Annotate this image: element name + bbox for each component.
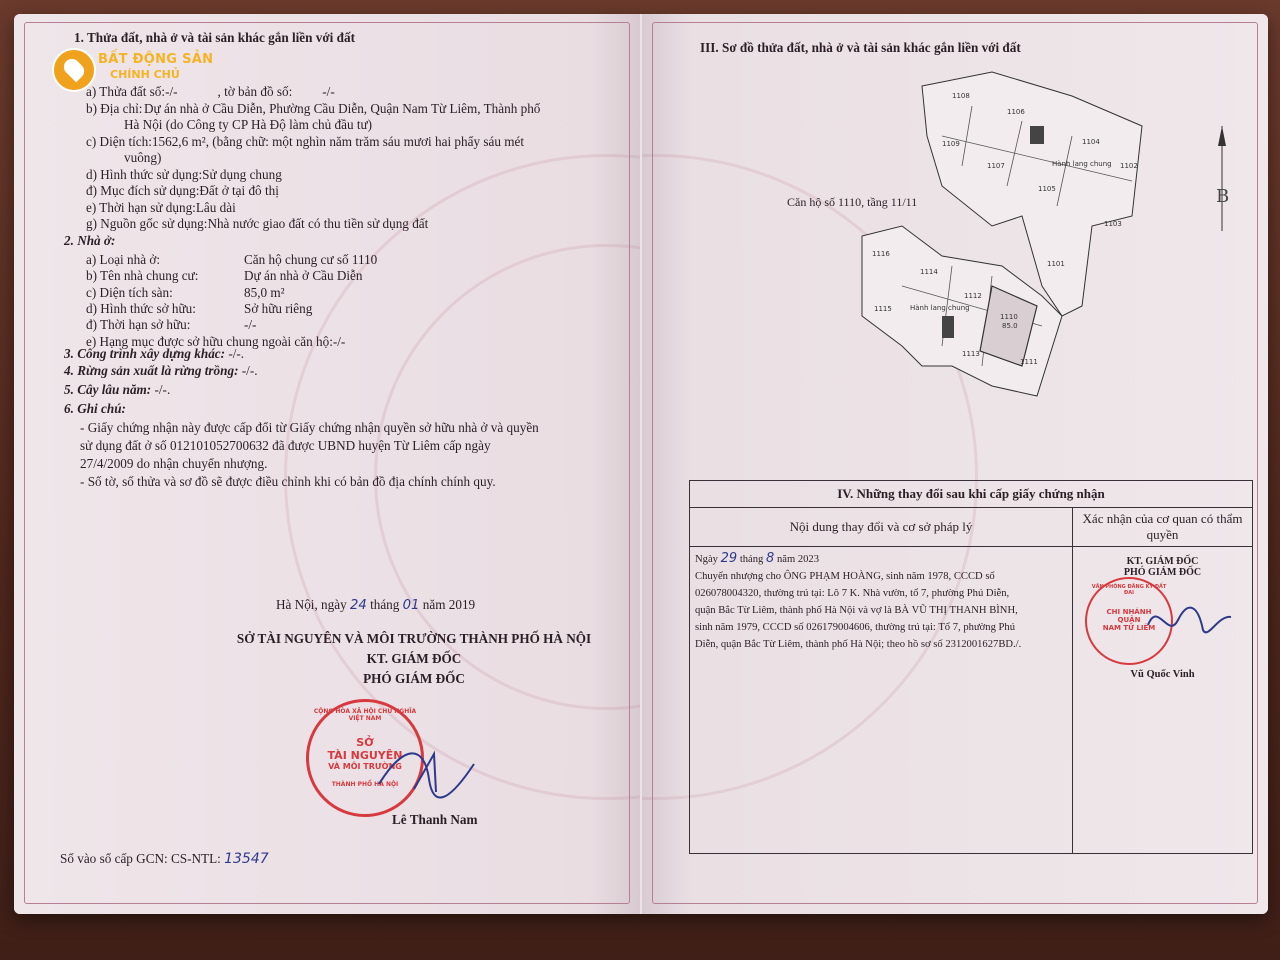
info-extra-value: -/-: [322, 84, 335, 99]
item-6: 6. Ghi chú:: [64, 401, 126, 416]
house-heading: 2. Nhà ở:: [64, 233, 116, 248]
brand-logo: BẤT ĐỘNG SẢN CHÍNH CHỦ: [50, 36, 220, 96]
change-line: sinh năm 1979, CCCD số 026179004606, thường trú tại: Tổ 7, phường Phú: [695, 622, 1016, 633]
info-value: -/-: [332, 333, 346, 349]
plan-heading: III. Sơ đồ thửa đất, nhà ở và tài sản khác gắn liền với đất: [700, 40, 1021, 55]
signer-role-1: KT. GIÁM ĐỐC: [366, 651, 462, 666]
info-value: Sử dụng chung: [202, 166, 282, 182]
info-value: Đất ở tại đô thị: [199, 183, 279, 198]
change-content-cell: [690, 547, 1073, 854]
unit-label: 1107: [987, 162, 1005, 170]
item-5: 5. Cây lâu năm: -/-.: [64, 382, 171, 397]
logo-pin-icon: [52, 48, 96, 92]
info-value: Căn hộ chung cư số 1110: [244, 252, 378, 267]
unit-label: 1111: [1020, 358, 1038, 366]
unit-label: 1114: [920, 268, 938, 276]
column-content-header: Nội dung thay đổi và cơ sở pháp lý: [690, 508, 1073, 547]
info-row: [86, 301, 312, 317]
info-label: a) Loại nhà ở:: [86, 252, 160, 267]
right-page: [642, 14, 1268, 914]
unit-label: 1103: [1104, 220, 1122, 228]
certificate-document: [14, 14, 1268, 914]
info-row: [86, 117, 372, 133]
signer-role-2: PHÓ GIÁM ĐỐC: [363, 671, 465, 686]
info-value: Hà Nội (do Công ty CP Hà Độ làm chủ đầu tư): [124, 117, 373, 132]
unit-label: 1106: [1007, 108, 1025, 116]
unit-label: 1104: [1082, 138, 1100, 146]
change-line: Diễn, quận Bắc Từ Liêm, thành phố Hà Nội; theo hồ sơ số 2312001627BD./.: [695, 639, 1022, 650]
info-label: c) Diện tích sàn:: [86, 284, 173, 300]
info-value: -/-: [165, 84, 178, 99]
confirm-signer: Vũ Quốc Vinh: [1130, 669, 1195, 680]
signature-left: [374, 734, 484, 804]
issue-date: Hà Nội, ngày 24 tháng 01 năm 2019: [276, 597, 476, 613]
info-row: [86, 150, 161, 166]
info-label: e) Hạng mục được sở hữu chung ngoài căn hộ:: [86, 333, 333, 349]
note-line: 27/4/2009 do nhận chuyển nhượng.: [80, 456, 268, 471]
info-value: Lâu dài: [195, 199, 236, 215]
change-date: Ngày 29 tháng 8 năm 2023: [695, 551, 820, 566]
info-value: Nhà nước giao đất có thu tiền sử dụng đất: [207, 216, 429, 231]
info-label: d) Hình thức sở hữu:: [86, 300, 196, 316]
info-row: [86, 252, 377, 268]
changes-table: [689, 480, 1253, 854]
info-value: -/-: [244, 317, 257, 333]
corridor-label: Hành lang chung: [910, 304, 970, 312]
unit-label: 1102: [1120, 162, 1138, 170]
info-label: đ) Thời hạn sở hữu:: [86, 317, 191, 333]
info-extra-label: , tờ bản đồ số:: [217, 84, 293, 99]
section-heading: 1. Thửa đất, nhà ở và tài sản khác gắn liền với đất: [74, 30, 355, 45]
info-label: d) Hình thức sử dụng:: [86, 166, 203, 182]
signer-name: Lê Thanh Nam: [392, 812, 478, 827]
info-value: Dự án nhà ở Cầu Diễn: [244, 268, 363, 284]
info-value: Sở hữu riêng: [244, 300, 313, 316]
info-label: c) Diện tích:: [86, 133, 152, 149]
office-stamp: VĂN PHÒNG ĐĂNG KÝ ĐẤT ĐAI CHI NHÁNH QUẬN NAM TỪ LIÊM: [1085, 577, 1173, 665]
note-line: - Số tờ, số thửa và sơ đồ sẽ được điều chỉnh khi có bản đồ địa chính chính quy.: [80, 474, 496, 489]
info-value: Dự án nhà ở Cầu Diễn, Phường Cầu Diễn, Quận Nam Từ Liêm, Thành phố: [144, 100, 541, 116]
plan-caption: Căn hộ số 1110, tầng 11/11: [787, 195, 918, 209]
info-label: e) Thời hạn sử dụng:: [86, 199, 196, 215]
info-row: [86, 317, 256, 333]
official-stamp: CỘNG HÒA XÃ HỘI CHỦ NGHĨA VIỆT NAM SỞ TÀI NGUYÊN VÀ MÔI TRƯỜNG THÀNH PHỐ HÀ NỘI: [306, 699, 424, 817]
note-line: - Giấy chứng nhận này được cấp đổi từ Giấy chứng nhận quyền sở hữu nhà ở và quyền: [80, 420, 539, 435]
unit-label: 1113: [962, 350, 980, 358]
unit-label: 1101: [1047, 260, 1065, 268]
info-row: [86, 167, 282, 183]
info-row: [86, 134, 524, 150]
info-row: [86, 285, 285, 301]
unit-label: 1116: [872, 250, 890, 258]
unit-label: 1109: [942, 140, 960, 148]
corridor-label: Hành lang chung: [1052, 160, 1112, 168]
info-value: vuông): [124, 150, 162, 165]
column-confirm-header: Xác nhận của cơ quan có thẩm quyền: [1073, 508, 1253, 547]
info-row: [86, 268, 363, 284]
info-row: [86, 101, 540, 117]
unit-area-label: 85.0: [1002, 322, 1018, 330]
confirm-role-1: KT. GIÁM ĐỐC: [1126, 556, 1199, 567]
info-label: a) Thửa đất số:: [86, 84, 166, 99]
unit-label: 1105: [1038, 185, 1056, 193]
info-label: g) Nguồn gốc sử dụng:: [86, 216, 208, 231]
unit-label: 1112: [964, 292, 982, 300]
info-label: b) Tên nhà chung cư:: [86, 268, 199, 284]
changes-title: IV. Những thay đổi sau khi cấp giấy chứng nhận: [690, 481, 1253, 508]
unit-label: 1115: [874, 305, 892, 313]
registration-number: Số vào sổ cấp GCN: CS-NTL: 13547: [60, 851, 269, 867]
north-arrow-label: B: [1216, 186, 1230, 207]
info-row: [86, 216, 428, 232]
info-value: 1562,6 m², (bằng chữ: một nghìn năm trăm sáu mươi hai phẩy sáu mét: [151, 133, 524, 149]
note-line: sử dụng đất ở số 012101052700632 đã được UBND huyện Từ Liêm cấp ngày: [80, 438, 491, 453]
unit-label: 1110: [1000, 313, 1018, 321]
unit-label: 1108: [952, 92, 970, 100]
info-label: đ) Mục đích sử dụng:: [86, 183, 200, 198]
floor-plan-drawing: [842, 66, 1262, 406]
item-4: 4. Rừng sản xuất là rừng trồng: -/-.: [64, 363, 258, 378]
item-3: 3. Công trình xây dựng khác: -/-.: [64, 346, 245, 361]
info-row: [86, 200, 236, 216]
info-label: b) Địa chỉ:: [86, 100, 143, 116]
agency-name: SỞ TÀI NGUYÊN VÀ MÔI TRƯỜNG THÀNH PHỐ HÀ NỘI: [236, 631, 592, 646]
info-row: [86, 183, 279, 199]
confirm-role-2: PHÓ GIÁM ĐỐC: [1123, 567, 1202, 578]
change-line: Chuyển nhượng cho ÔNG PHẠM HOÀNG, sinh năm 1978, CCCD số: [695, 571, 995, 582]
confirm-cell: [1073, 547, 1253, 854]
change-line: 026078004320, thường trú tại: Lô 7 K. Nhà vườn, tổ 7, phường Phú Diễn,: [695, 588, 1010, 599]
signature-right: [1143, 595, 1233, 645]
info-value: 85,0 m²: [244, 284, 285, 300]
change-line: quận Bắc Từ Liêm, thành phố Hà Nội và vợ là BÀ VŨ THỊ THANH BÌNH,: [695, 605, 1018, 616]
left-page: [14, 14, 640, 914]
